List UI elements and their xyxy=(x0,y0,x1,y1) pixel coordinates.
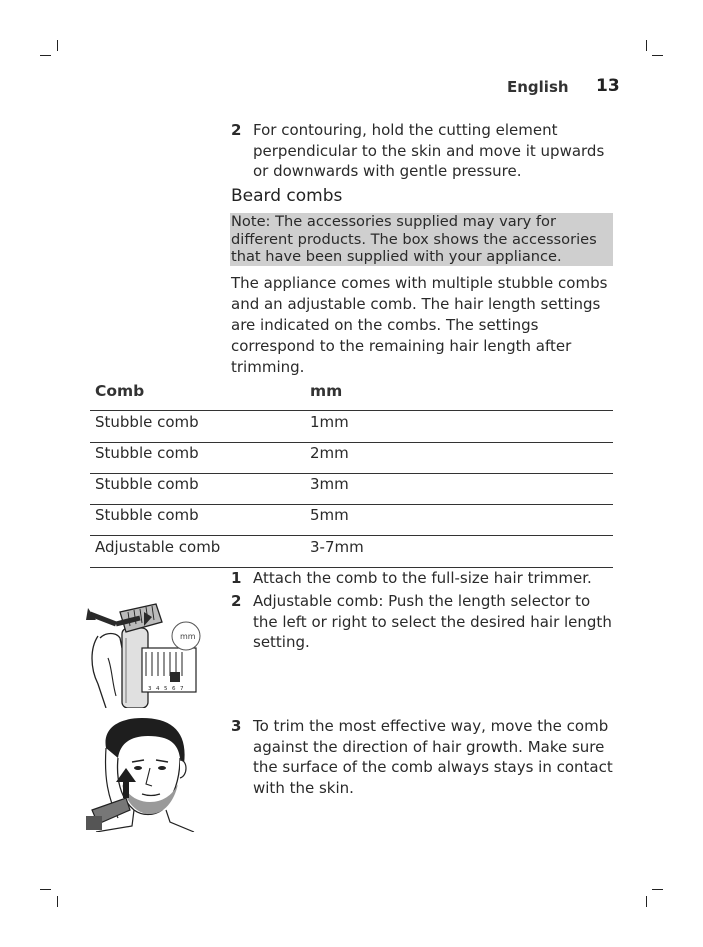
paragraph-line: correspond to the remaining hair length after xyxy=(231,336,572,355)
table-divider xyxy=(90,535,613,536)
paragraph-line: trimming. xyxy=(231,357,305,376)
crop-mark xyxy=(646,896,647,907)
table-header-comb: Comb xyxy=(95,382,145,400)
table-divider xyxy=(90,410,613,411)
table-cell-comb: Stubble comb xyxy=(95,475,199,493)
step-text-line: against the direction of hair growth. Make sure xyxy=(253,737,605,756)
crop-mark xyxy=(40,55,51,56)
section-title: Beard combs xyxy=(231,186,343,206)
paragraph-line: are indicated on the combs. The settings xyxy=(231,315,539,334)
step-text-line: For contouring, hold the cutting element xyxy=(253,121,558,139)
step-number: 2 xyxy=(231,592,242,610)
step-text-line: the left or right to select the desired hair length xyxy=(253,612,612,631)
table-cell-mm: 3mm xyxy=(310,475,349,493)
step-text-line: perpendicular to the skin and move it upwards xyxy=(253,141,605,160)
step-text-line: the surface of the comb always stays in contact xyxy=(253,758,613,777)
crop-mark xyxy=(40,889,51,890)
page-number: 13 xyxy=(596,76,620,96)
note-box xyxy=(230,213,613,266)
comb-attach-illustration xyxy=(86,598,211,708)
step-text-line: Attach the comb to the full-size hair trimmer. xyxy=(253,569,592,587)
trimming-face-illustration xyxy=(86,718,196,832)
intro-paragraph xyxy=(231,273,616,378)
step-number: 3 xyxy=(231,717,242,735)
contouring-step xyxy=(231,120,621,184)
table-cell-mm: 1mm xyxy=(310,413,349,431)
note-line: Note: The accessories supplied may vary for xyxy=(231,213,556,230)
header-language: English xyxy=(507,78,569,96)
table-cell-comb: Adjustable comb xyxy=(95,538,221,556)
comb-scale-label: 6 xyxy=(172,686,176,692)
step-text-line: with the skin. xyxy=(253,779,354,798)
step-number: 1 xyxy=(231,569,242,587)
table-cell-mm: 5mm xyxy=(310,506,349,524)
note-line: different products. The box shows the accessories xyxy=(231,230,597,248)
attach-comb-step xyxy=(231,568,621,590)
table-cell-comb: Stubble comb xyxy=(95,413,199,431)
table-header-mm: mm xyxy=(310,382,343,400)
table-divider xyxy=(90,473,613,474)
step-text-line: or downwards with gentle pressure. xyxy=(253,162,522,181)
crop-mark xyxy=(646,40,647,51)
table-cell-comb: Stubble comb xyxy=(95,506,199,524)
crop-mark xyxy=(57,896,58,907)
step-text-line: To trim the most effective way, move the comb xyxy=(253,717,609,735)
crop-mark xyxy=(652,55,663,56)
trim-step xyxy=(231,716,621,802)
step-text-line: Adjustable comb: Push the length selector to xyxy=(253,592,591,610)
crop-mark xyxy=(57,40,58,51)
crop-mark xyxy=(652,889,663,890)
table-divider xyxy=(90,504,613,505)
table-divider xyxy=(90,442,613,443)
comb-scale-label: 4 xyxy=(156,686,160,692)
paragraph-line: The appliance comes with multiple stubble combs xyxy=(231,274,608,292)
table-cell-mm: 3-7mm xyxy=(310,538,364,556)
comb-scale-label: 3 xyxy=(148,686,152,692)
comb-scale-label: 7 xyxy=(180,686,184,692)
paragraph-line: and an adjustable comb. The hair length settings xyxy=(231,294,601,313)
step-text-line: setting. xyxy=(253,633,310,652)
table-cell-mm: 2mm xyxy=(310,444,349,462)
table-cell-comb: Stubble comb xyxy=(95,444,199,462)
adjustable-comb-step xyxy=(231,591,621,655)
note-line: that have been supplied with your appliance. xyxy=(231,248,562,266)
step-number: 2 xyxy=(231,121,242,139)
comb-scale-label: 5 xyxy=(164,686,168,692)
comb-mm-label: mm xyxy=(180,632,196,641)
